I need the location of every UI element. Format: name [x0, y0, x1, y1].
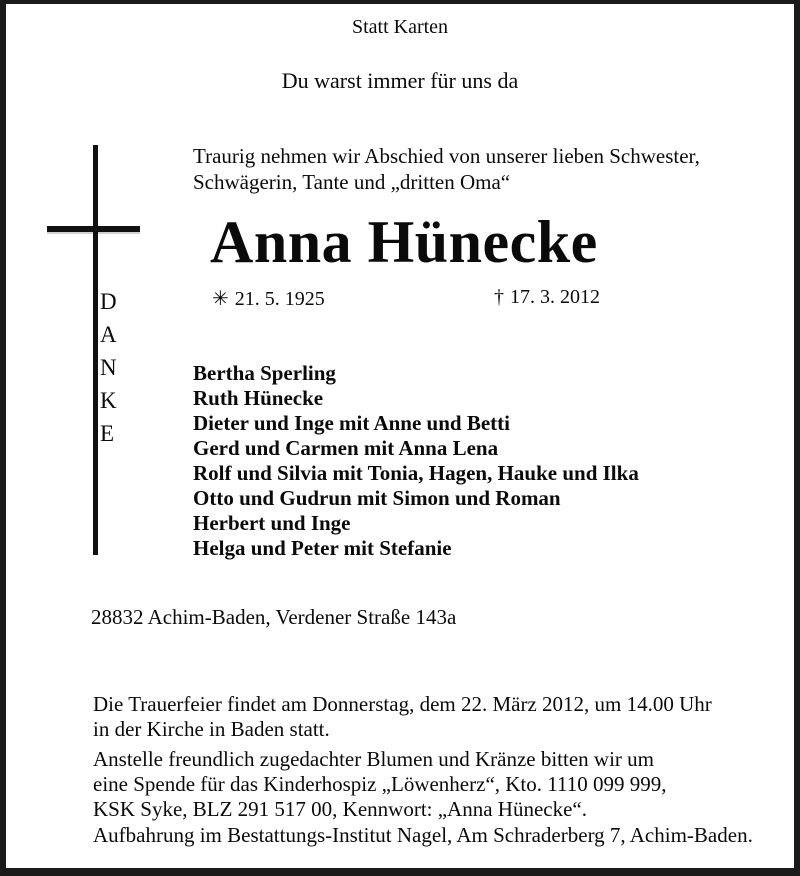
birth-date-value: 21. 5. 1925 — [234, 288, 325, 310]
mourner-line: Otto und Gudrun mit Simon und Roman — [193, 486, 561, 510]
death-date — [494, 286, 600, 311]
deceased-name: Anna Hünecke — [210, 209, 598, 275]
funeral-info — [93, 692, 712, 742]
mourner-line: Bertha Sperling — [193, 361, 336, 385]
donation-line-3: KSK Syke, BLZ 291 517 00, Kennwort: „Anna Hünecke“. — [93, 797, 587, 821]
cross-icon-crossbar — [47, 226, 140, 232]
preheader-text: Statt Karten — [351, 16, 449, 38]
mourner-line: Gerd und Carmen mit Anna Lena — [193, 436, 499, 460]
born-star-icon: ✳︎ — [212, 288, 229, 310]
cross-icon — [93, 145, 98, 555]
intro-line-2: Schwägerin, Tante und „dritten Oma“ — [193, 170, 511, 194]
death-cross-icon: † — [494, 286, 504, 308]
intro-text — [193, 143, 700, 195]
funeral-line-2: in der Kirche in Baden statt. — [93, 717, 330, 741]
epigraph-text: Du warst immer für uns da — [281, 68, 519, 93]
mourner-line: Helga und Peter mit Stefanie — [193, 536, 452, 560]
donation-line-1: Anstelle freundlich zugedachter Blumen und Kränze bitten wir um — [93, 747, 654, 771]
mourner-line: Rolf und Silvia mit Tonia, Hagen, Hauke und Ilka — [193, 461, 639, 485]
mourner-line: Dieter und Inge mit Anne und Betti — [193, 411, 510, 435]
mourner-line: Herbert und Inge — [193, 511, 351, 535]
donation-info — [93, 747, 666, 822]
danke-letter: N — [100, 355, 117, 380]
life-dates — [212, 286, 600, 311]
birth-date — [212, 286, 325, 311]
death-date-value: 17. 3. 2012 — [510, 286, 600, 308]
danke-letter: K — [100, 388, 117, 413]
danke-vertical-text — [100, 285, 117, 450]
danke-letter: D — [100, 289, 117, 314]
funeral-line-1: Die Trauerfeier findet am Donnerstag, dem 22. März 2012, um 14.00 Uhr — [93, 692, 712, 716]
donation-line-2: eine Spende für das Kinderhospiz „Löwenherz“, Kto. 1110 099 999, — [93, 772, 667, 796]
mourner-line: Ruth Hünecke — [193, 386, 324, 410]
address-line: 28832 Achim-Baden, Verdener Straße 143a — [91, 605, 457, 629]
repose-line: Aufbahrung im Bestattungs-Institut Nagel, Am Schraderberg 7, Achim-Baden. — [93, 823, 753, 847]
mourners-list — [193, 361, 639, 561]
intro-line-1: Traurig nehmen wir Abschied von unserer lieben Schwester, — [193, 144, 700, 168]
danke-letter: A — [100, 322, 117, 347]
danke-letter: E — [100, 421, 115, 446]
